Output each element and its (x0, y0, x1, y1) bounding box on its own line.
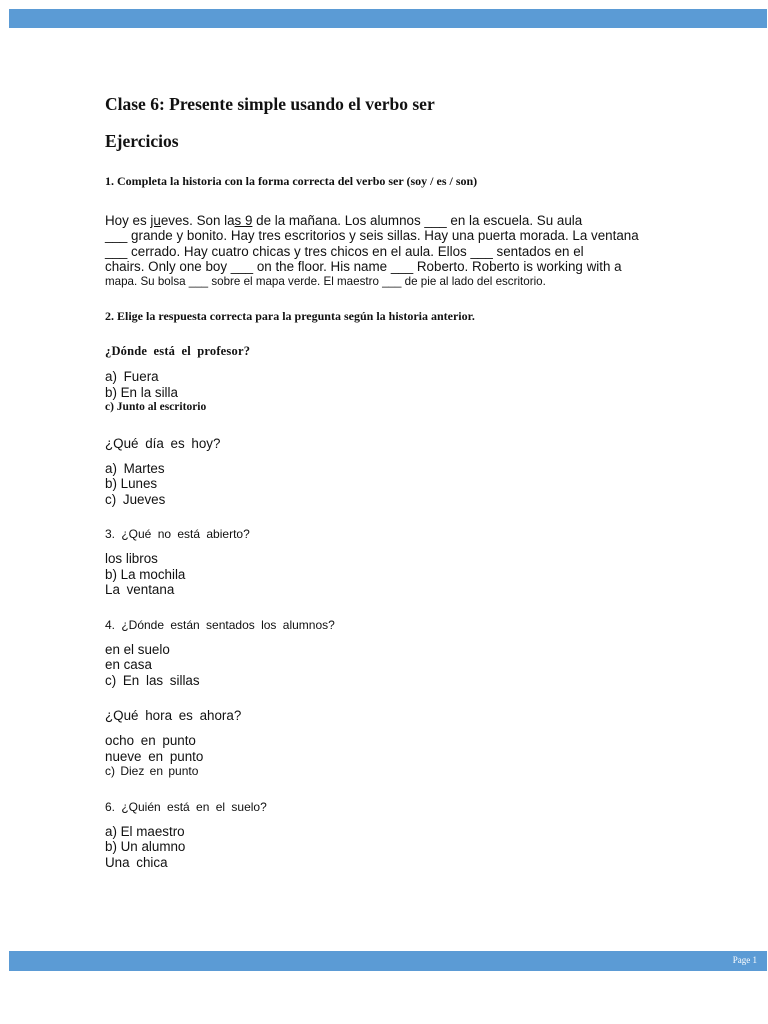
option-a: a) Martes (105, 460, 165, 476)
option-c: c) Jueves (105, 491, 166, 507)
page-title: Clase 6: Presente simple usando el verbo ser (105, 94, 435, 114)
question-text: 6. ¿Quién está en el suelo? (105, 799, 267, 814)
options-list (105, 461, 665, 508)
header-band (9, 9, 767, 28)
option-c: Una chica (105, 854, 168, 870)
question-text: 3. ¿Qué no está abierto? (105, 527, 250, 542)
story-line-3: ___ cerrado. Hay cuatro chicas y tres chicos en el aula. Ellos ___ sentados en el (105, 243, 584, 259)
story-text: de la mañana. Los alumnos ___ en la escuela. Su aula (252, 213, 583, 228)
option-a: los libros (105, 551, 158, 567)
options-list (105, 551, 665, 598)
question-text: ¿Qué día es hoy? (105, 435, 221, 451)
question-text: 4. ¿Dónde están sentados los alumnos? (105, 617, 335, 632)
option-c: c) En las sillas (105, 672, 200, 688)
question-block (105, 708, 665, 780)
option-b: b) Lunes (105, 476, 158, 492)
question-block (105, 800, 665, 871)
story-text-underlined: s 9 (234, 213, 253, 228)
story-line-4: chairs. Only one boy ___ on the floor. His name ___ Roberto. Roberto is working with a (105, 258, 622, 274)
options-list (105, 824, 665, 871)
question-text: ¿Dónde está el profesor? (105, 344, 251, 359)
story-text-underlined: ju (150, 213, 161, 228)
question-block (105, 344, 665, 416)
option-c: c) Diez en punto (105, 764, 199, 779)
exercise-2-heading: 2. Elige la respuesta correcta para la pregunta según la historia anterior. (105, 309, 475, 324)
options-list (105, 733, 665, 780)
page-number: Page 1 (732, 955, 757, 965)
document-body (105, 94, 665, 870)
story-text: eves. Son la (160, 213, 235, 228)
story-line-2: ___ grande y bonito. Hay tres escritorios y seis sillas. Hay una puerta morada. La ventana (105, 228, 639, 244)
story-paragraph (105, 213, 665, 289)
section-title: Ejercicios (105, 131, 179, 151)
option-b: b) Un alumno (105, 839, 186, 855)
options-list (105, 369, 665, 416)
question-block (105, 527, 665, 598)
option-b: en casa (105, 657, 152, 673)
options-list (105, 642, 665, 689)
story-text: Hoy es (105, 213, 151, 228)
question-text: ¿Qué hora es ahora? (105, 708, 242, 724)
option-b: b) En la silla (105, 384, 178, 400)
option-b: nueve en punto (105, 748, 204, 764)
option-a: a) El maestro (105, 823, 185, 839)
option-a: ocho en punto (105, 733, 196, 749)
story-line-1 (105, 213, 665, 228)
story-line-5: mapa. Su bolsa ___ sobre el mapa verde. El maestro ___ de pie al lado del escritorio. (105, 275, 546, 289)
option-a: a) Fuera (105, 369, 159, 385)
option-c: La ventana (105, 582, 175, 598)
question-block (105, 436, 665, 508)
footer-band (9, 951, 767, 971)
exercise-1-heading: 1. Completa la historia con la forma correcta del verbo ser (soy / es / son) (105, 174, 478, 188)
option-b: b) La mochila (105, 566, 186, 582)
option-a: en el suelo (105, 641, 170, 657)
question-block (105, 618, 665, 689)
option-c: c) Junto al escritorio (105, 401, 207, 414)
